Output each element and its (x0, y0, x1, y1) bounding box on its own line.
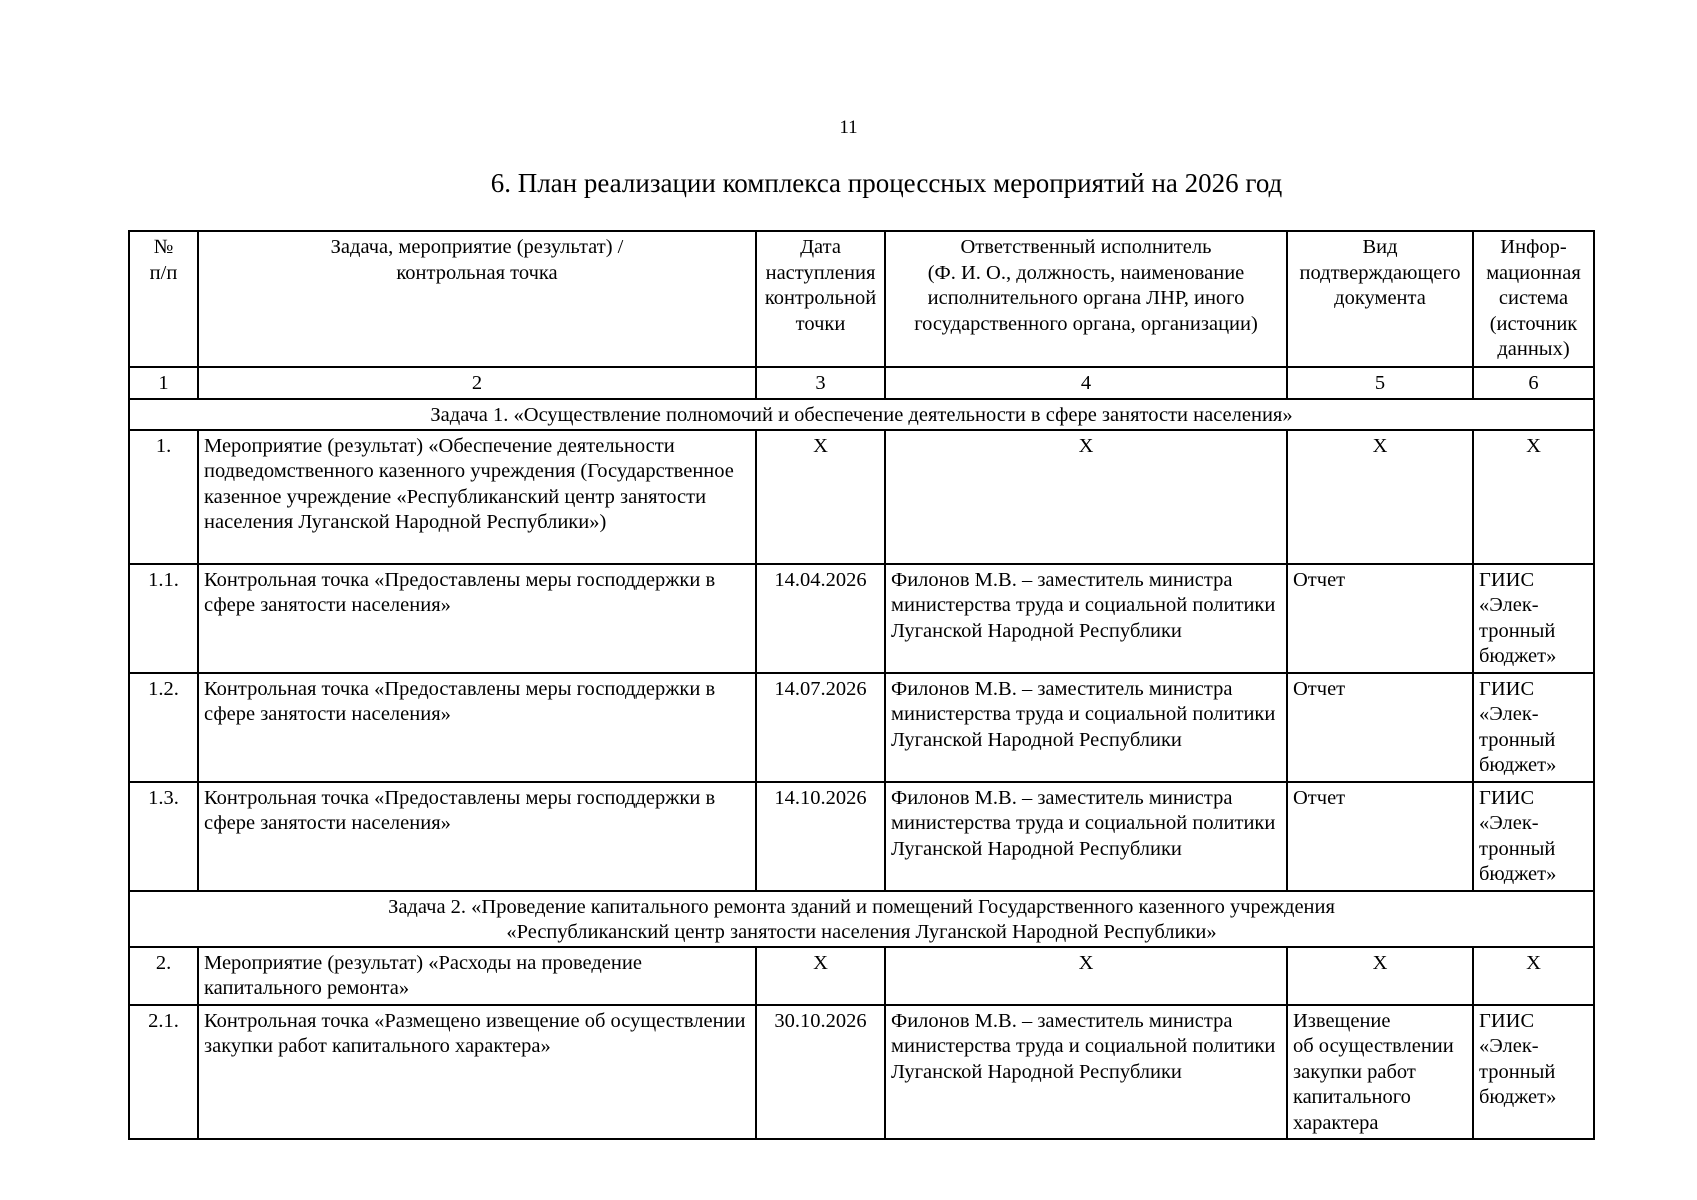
column-number: 1 (129, 367, 198, 399)
header-doc-type: Вид подтверждающего документа (1287, 231, 1473, 367)
row-info-system: ГИИС «Элек- тронный бюджет» (1473, 1005, 1594, 1139)
column-number: 5 (1287, 367, 1473, 399)
row-task: Контрольная точка «Предоставлены меры господдержки в сфере занятости населения» (198, 782, 756, 891)
row-date: 14.04.2026 (756, 564, 885, 673)
document-title: 6. План реализации комплекса процессных мероприятий на 2026 год (490, 168, 1283, 198)
row-doc-type: X (1287, 430, 1473, 564)
header-num: № п/п (129, 231, 198, 367)
row-doc-type: Отчет (1287, 673, 1473, 782)
row-responsible: X (885, 947, 1287, 1005)
row-num: 2. (129, 947, 198, 1005)
row-responsible: Филонов М.В. – заместитель министра министерства труда и социальной политики Луганской Народной Республики (885, 1005, 1287, 1139)
row-task: Мероприятие (результат) «Расходы на проведение капитального ремонта» (198, 947, 756, 1005)
row-doc-type: X (1287, 947, 1473, 1005)
row-date: 30.10.2026 (756, 1005, 885, 1139)
row-date: X (756, 430, 885, 564)
plan-table (128, 230, 1595, 1140)
row-info-system: ГИИС «Элек- тронный бюджет» (1473, 782, 1594, 891)
row-info-system: ГИИС «Элек- тронный бюджет» (1473, 564, 1594, 673)
row-doc-type: Отчет (1287, 564, 1473, 673)
table-row (129, 947, 1594, 1005)
row-task: Контрольная точка «Предоставлены меры господдержки в сфере занятости населения» (198, 673, 756, 782)
row-num: 1.2. (129, 673, 198, 782)
row-date: X (756, 947, 885, 1005)
row-responsible: Филонов М.В. – заместитель министра министерства труда и социальной политики Луганской Народной Республики (885, 673, 1287, 782)
row-responsible: X (885, 430, 1287, 564)
header-task: Задача, мероприятие (результат) / контрольная точка (198, 231, 756, 367)
header-info-system: Инфор- мационная система (источник данных) (1473, 231, 1594, 367)
table-row (129, 673, 1594, 782)
row-doc-type: Отчет (1287, 782, 1473, 891)
table-row (129, 430, 1594, 564)
table-row (129, 564, 1594, 673)
page-number: 11 (839, 117, 858, 138)
row-task: Контрольная точка «Размещено извещение об осуществлении закупки работ капитального характера» (198, 1005, 756, 1139)
row-num: 2.1. (129, 1005, 198, 1139)
row-responsible: Филонов М.В. – заместитель министра министерства труда и социальной политики Луганской Народной Республики (885, 564, 1287, 673)
task-2-row (129, 891, 1594, 947)
table-row (129, 782, 1594, 891)
row-info-system: X (1473, 430, 1594, 564)
header-responsible: Ответственный исполнитель (Ф. И. О., должность, наименование исполнительного органа ЛНР, иного государственного органа, организации) (885, 231, 1287, 367)
column-number: 3 (756, 367, 885, 399)
row-date: 14.10.2026 (756, 782, 885, 891)
task-1-title: Задача 1. «Осуществление полномочий и обеспечение деятельности в сфере занятости населения» (129, 399, 1594, 430)
row-task: Мероприятие (результат) «Обеспечение деятельности подведомственного казенного учреждения (Государственное казенное учреждение «Республиканский центр занятости населения Луганской Народной Республики») (198, 430, 756, 564)
task-2-title: Задача 2. «Проведение капитального ремонта зданий и помещений Государственного казенного учреждения «Республиканский центр занятости населения Луганской Народной Республики» (129, 891, 1594, 947)
header-date: Дата наступления контрольной точки (756, 231, 885, 367)
table-row (129, 1005, 1594, 1139)
row-num: 1.1. (129, 564, 198, 673)
row-num: 1.3. (129, 782, 198, 891)
row-task: Контрольная точка «Предоставлены меры господдержки в сфере занятости населения» (198, 564, 756, 673)
row-date: 14.07.2026 (756, 673, 885, 782)
column-number: 4 (885, 367, 1287, 399)
row-info-system: X (1473, 947, 1594, 1005)
column-number: 2 (198, 367, 756, 399)
header-row (129, 231, 1594, 367)
row-doc-type: Извещение об осуществлении закупки работ капитального характера (1287, 1005, 1473, 1139)
column-number: 6 (1473, 367, 1594, 399)
column-number-row (129, 367, 1594, 399)
row-num: 1. (129, 430, 198, 564)
row-info-system: ГИИС «Элек- тронный бюджет» (1473, 673, 1594, 782)
task-1-row (129, 399, 1594, 430)
row-responsible: Филонов М.В. – заместитель министра министерства труда и социальной политики Луганской Народной Республики (885, 782, 1287, 891)
